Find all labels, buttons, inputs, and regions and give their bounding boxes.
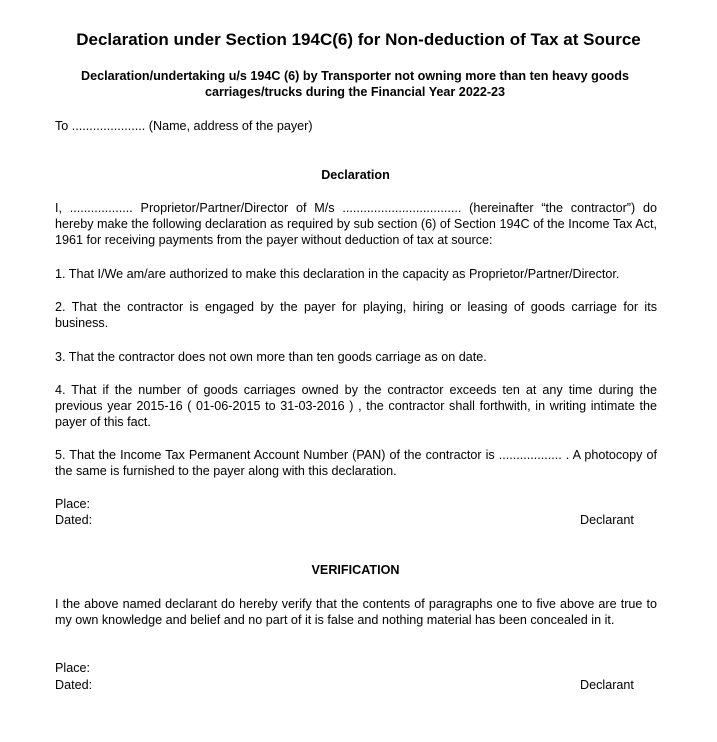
point-1: 1. That I/We am/are authorized to make this declaration in the capacity as Proprietor/Partner/Director. bbox=[55, 267, 620, 281]
point-2: 2. That the contractor is engaged by the payer for playing, hiring or leasing of goods carriage for its business. bbox=[55, 300, 657, 331]
dated-label: Dated: bbox=[55, 513, 93, 527]
point-3: 3. That the contractor does not own more than ten goods carriage as on date. bbox=[55, 350, 487, 364]
point-4: 4. That if the number of goods carriages owned by the contractor exceeds ten at any time during the previous year 2015-16 ( 01-06-2015 to 31-03-2016 ) , the contractor shall forthwith, in writing intimate the payer of this fact. bbox=[55, 383, 657, 430]
addressee-line: To ..................... (Name, address of the payer) bbox=[55, 119, 313, 133]
place-label-2: Place: bbox=[55, 661, 91, 675]
verification-heading: VERIFICATION bbox=[311, 563, 400, 577]
dated-label-2: Dated: bbox=[55, 678, 93, 692]
point-5: 5. That the Income Tax Permanent Account Number (PAN) of the contractor is .................. . A photocopy of the same is furnished to the payer along with this declaration. bbox=[55, 448, 657, 479]
intro-paragraph: I, .................. Proprietor/Partner/Director of M/s .................................. (hereinafter “the contractor”) do hereby make the following declaration as required by sub section (6) of Section 194C of the Income Tax Act, 1961 for receiving payments from the payer without deduction of tax at source: bbox=[55, 201, 657, 248]
place-label: Place: bbox=[55, 497, 91, 511]
document-title: Declaration under Section 194C(6) for Non-deduction of Tax at Source bbox=[76, 30, 641, 49]
document-subtitle: Declaration/undertaking u/s 194C (6) by Transporter not owning more than ten heavy goods carriages/trucks during the Financial Year 2022-23 bbox=[81, 69, 629, 99]
declaration-heading: Declaration bbox=[321, 168, 390, 182]
verification-paragraph: I the above named declarant do hereby verify that the contents of paragraphs one to five above are true to my own knowledge and belief and no part of it is false and nothing material has been concealed in it. bbox=[55, 597, 657, 628]
declarant-label: Declarant bbox=[580, 513, 634, 527]
declarant-label-2: Declarant bbox=[580, 678, 634, 692]
